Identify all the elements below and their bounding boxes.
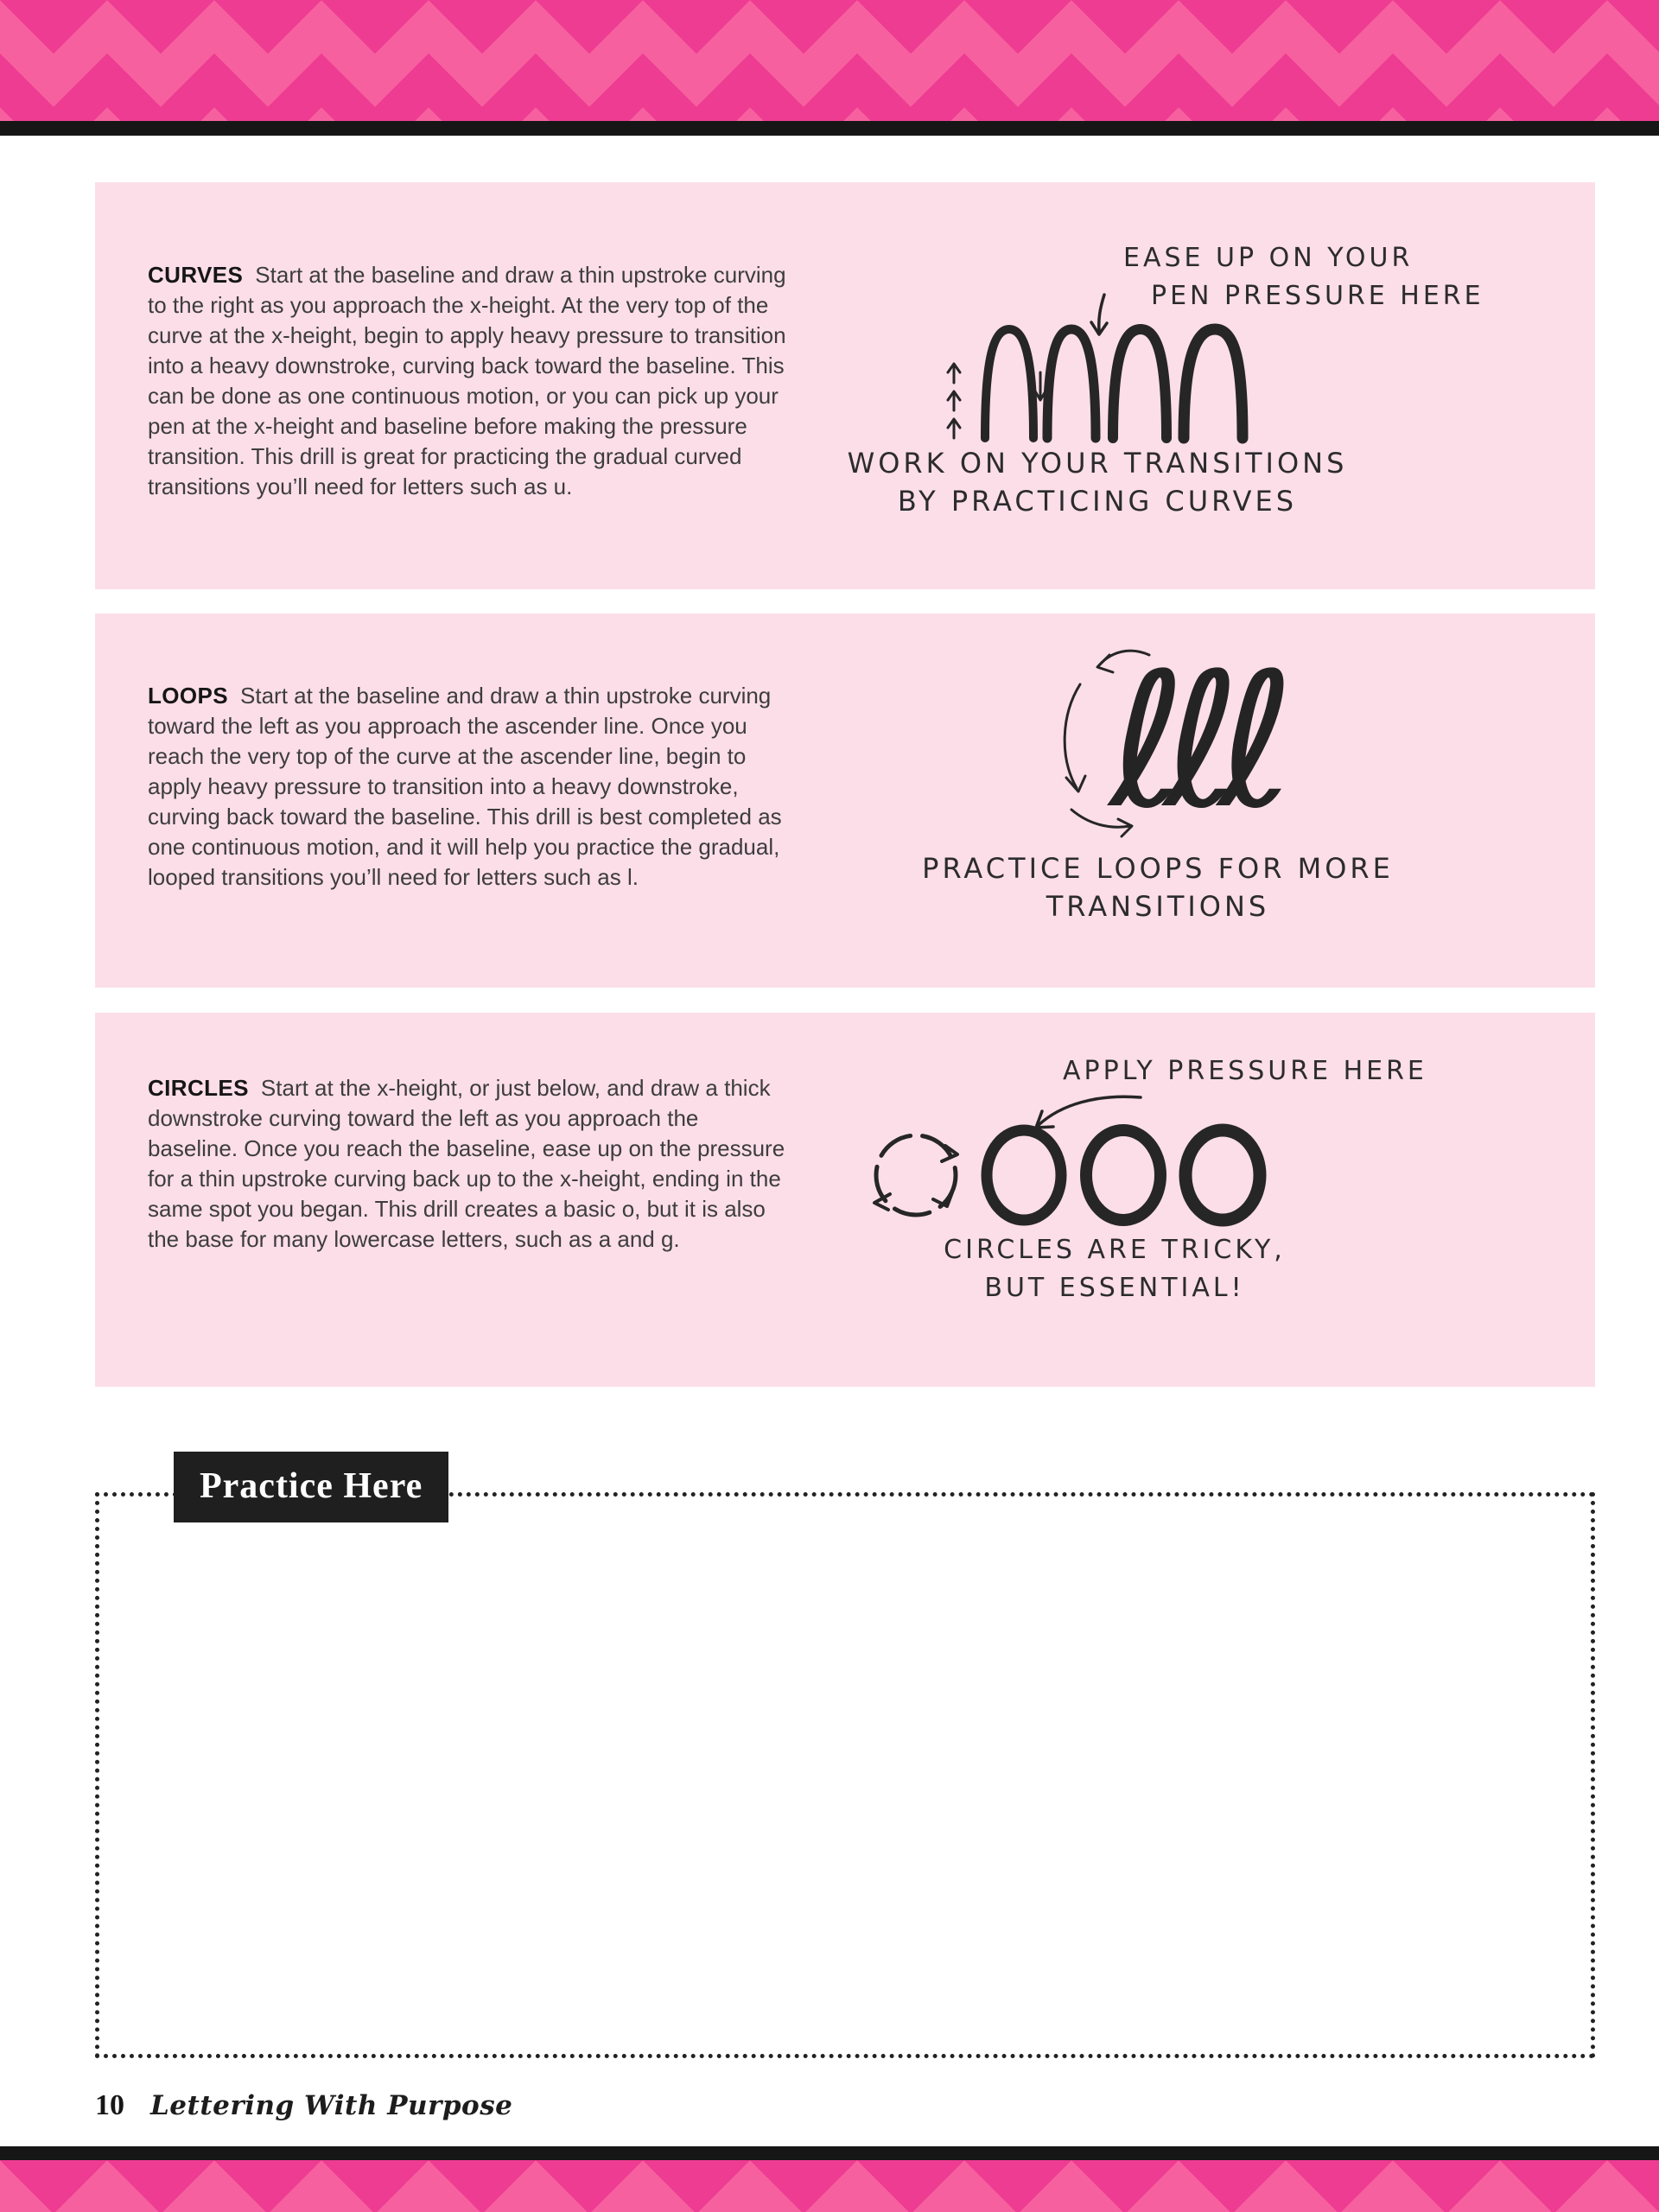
circles-annotation-top [1063, 1052, 1427, 1090]
circles-strokes [874, 1096, 1260, 1220]
annotation-line: BY PRACTICING CURVES [897, 485, 1298, 518]
header-chevron-band [0, 0, 1659, 121]
annotation-line: EASE UP ON YOUR [1123, 243, 1414, 273]
annotation-line: PEN PRESSURE HERE [1151, 281, 1484, 311]
practice-area [95, 1492, 1595, 2058]
loops-paragraph [148, 681, 787, 893]
annotation-line: CIRCLES ARE TRICKY, [944, 1235, 1286, 1265]
header-divider-bar [0, 121, 1659, 136]
footer-chevron-band [0, 2160, 1659, 2212]
practice-here-label: Practice Here [174, 1452, 448, 1522]
circles-drill-illustration [855, 1090, 1322, 1239]
page-footer [95, 2089, 512, 2122]
curves-body-text: Start at the baseline and draw a thin upstroke curving to the right as you approach the x-height. At the very top of the curve at the x-height, begin to apply heavy pressure to transition into a heavy downstroke, curving back toward the baseline. This can be done as one continuous motion, or you can pick up your pen at the x-height and baseline before making the pressure transition. This drill is great for practicing the gradual curved transitions you’ll need for letters such as u. [148, 262, 786, 499]
loops-annotation-bottom [855, 849, 1460, 925]
annotation-arrow [1091, 295, 1107, 334]
circles-annotation-bottom [838, 1231, 1391, 1307]
loops-glyphs: ℓℓℓ [1109, 632, 1273, 844]
curves-section [95, 182, 1595, 589]
annotation-line: WORK ON YOUR TRANSITIONS [847, 447, 1348, 480]
book-title: Lettering With Purpose [150, 2090, 513, 2121]
curves-drill-illustration [925, 293, 1331, 457]
loops-drill-illustration [1020, 632, 1417, 844]
circles-body-text: Start at the x-height, or just below, and draw a thick downstroke curving toward the left as you approach the baseline. Once you reach the baseline, ease up on the pressure for a thin upstroke curving back up to the x-height, ending in the same spot you began. This drill creates a basic o, but it is also the base for many lowercase letters, such as a and g. [148, 1075, 785, 1252]
circles-section [95, 1013, 1595, 1387]
annotation-arrow [1036, 1096, 1141, 1128]
annotation-line: BUT ESSENTIAL! [984, 1273, 1245, 1303]
annotation-line: TRANSITIONS [1046, 890, 1270, 923]
page-number: 10 [95, 2089, 124, 2121]
loops-section [95, 613, 1595, 988]
loops-body-text: Start at the baseline and draw a thin upstroke curving toward the left as you approach the ascender line. Once you reach the very top of the curve at the ascender line, begin to apply heavy pressure to transition into a heavy downstroke, curving back toward the baseline. This drill is best completed as one continuous motion, and it will help you practice the gradual, looped transitions you’ll need for letters such as l. [148, 683, 782, 890]
curves-annotation-bottom [804, 444, 1391, 520]
circles-paragraph [148, 1073, 787, 1255]
circles-term: CIRCLES [148, 1075, 249, 1101]
loops-term: LOOPS [148, 683, 229, 709]
footer-divider-bar [0, 2146, 1659, 2160]
curves-term: CURVES [148, 262, 244, 288]
curves-strokes [948, 295, 1243, 438]
annotation-line: PRACTICE LOOPS FOR MORE [922, 852, 1394, 885]
curves-paragraph [148, 260, 787, 502]
annotation-line: APPLY PRESSURE HERE [1063, 1056, 1427, 1086]
